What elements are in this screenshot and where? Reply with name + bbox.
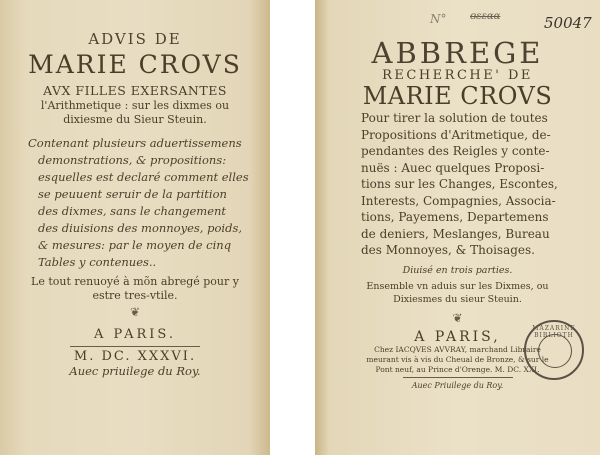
body-line: Tables y contenues..: [38, 255, 157, 269]
handwritten-struck-mark: ɞɛɛɑɑ: [470, 11, 501, 22]
body-line: des Monnoyes, & Thoisages.: [361, 243, 535, 257]
left-title-audience: AVX FILLES EXERSANTES: [43, 83, 227, 98]
fleuron-ornament-icon: ❦: [452, 310, 463, 325]
subtitle-line: dixiesme du Sieur Steuin.: [63, 113, 207, 126]
right-together: [315, 280, 600, 306]
left-title-page: [0, 0, 270, 455]
right-privilege: Auec Priuilege du Roy.: [411, 380, 504, 390]
body-line: Contenant plusieurs aduertissemens: [28, 136, 242, 150]
handwritten-no: N°: [430, 12, 447, 26]
together-line: Ensemble vn aduis sur les Dixmes, ou: [366, 280, 549, 292]
left-title-author: MARIE CROVS: [28, 50, 242, 79]
left-place: A PARIS.: [94, 327, 176, 342]
left-subtitle: [0, 99, 270, 127]
printer-line: Pont neuf, au Prince d'Orenge. M. DC. XXI.: [375, 364, 540, 374]
right-title-page: [315, 0, 600, 455]
body-line: se peuuent seruir de la partition: [38, 187, 227, 201]
body-line: esquelles est declaré comment elles: [38, 170, 249, 184]
left-title-advis: ADVIS DE: [88, 30, 182, 48]
stamp-coat-of-arms-icon: [538, 334, 572, 368]
right-rule-divider: [403, 377, 513, 378]
body-line: nuës : Auec quelques Proposi-: [361, 160, 545, 175]
body-line: Interests, Compagnies, Associa-: [361, 193, 556, 208]
library-stamp-icon: [524, 320, 584, 380]
body-line: tions, Payemens, Departemens: [361, 210, 549, 224]
body-line: de deniers, Meslanges, Bureau: [361, 226, 550, 241]
closing-line: estre tres-vtile.: [92, 289, 178, 302]
subtitle-line: l'Arithmetique : sur les dixmes ou: [40, 99, 230, 112]
body-line: & mesures: par le moyen de cinq: [38, 238, 232, 252]
handwritten-shelf-number: 50047: [544, 14, 592, 32]
body-line: pendantes des Reigles y conte-: [361, 144, 550, 158]
right-place: A PARIS,: [414, 328, 501, 345]
body-line: demonstrations, & propositions:: [38, 153, 227, 167]
printer-line: meurant vis à vis du Cheual de Bronze, & sur le: [366, 354, 549, 364]
body-line: tions sur les Changes, Escontes,: [361, 177, 558, 191]
body-line: des diuisions des monnoyes, poids,: [38, 221, 243, 235]
closing-line: Le tout renuoyé à mõn abregé pour y: [31, 275, 239, 288]
right-title-author: MARIE CROVS: [362, 82, 553, 110]
right-divided: Diuisé en trois parties.: [402, 264, 513, 276]
together-line: Dixiesmes du sieur Steuin.: [393, 293, 522, 305]
printer-line: Chez IACQVES AVVRAY, marchand Libraire: [374, 344, 541, 354]
right-body: [315, 110, 600, 259]
body-line: Pour tirer la solution de toutes: [361, 111, 548, 125]
left-date: M. DC. XXXVI.: [73, 349, 197, 364]
left-privilege: Auec priuilege du Roy.: [69, 364, 201, 378]
fleuron-ornament-icon: ❦: [129, 305, 141, 319]
right-title-abbrege: ABBREGE: [371, 36, 544, 70]
left-italic-body: [0, 135, 270, 271]
left-closing: [0, 275, 270, 303]
right-title-recherche: RECHERCHE' DE: [382, 68, 533, 83]
body-line: Propositions d'Aritmetique, de-: [361, 127, 551, 142]
body-line: des dixmes, sans le changement: [38, 204, 227, 218]
stamp-text: MAZARINE BIBLIOTH: [532, 325, 576, 339]
left-rule-divider: [70, 346, 200, 347]
